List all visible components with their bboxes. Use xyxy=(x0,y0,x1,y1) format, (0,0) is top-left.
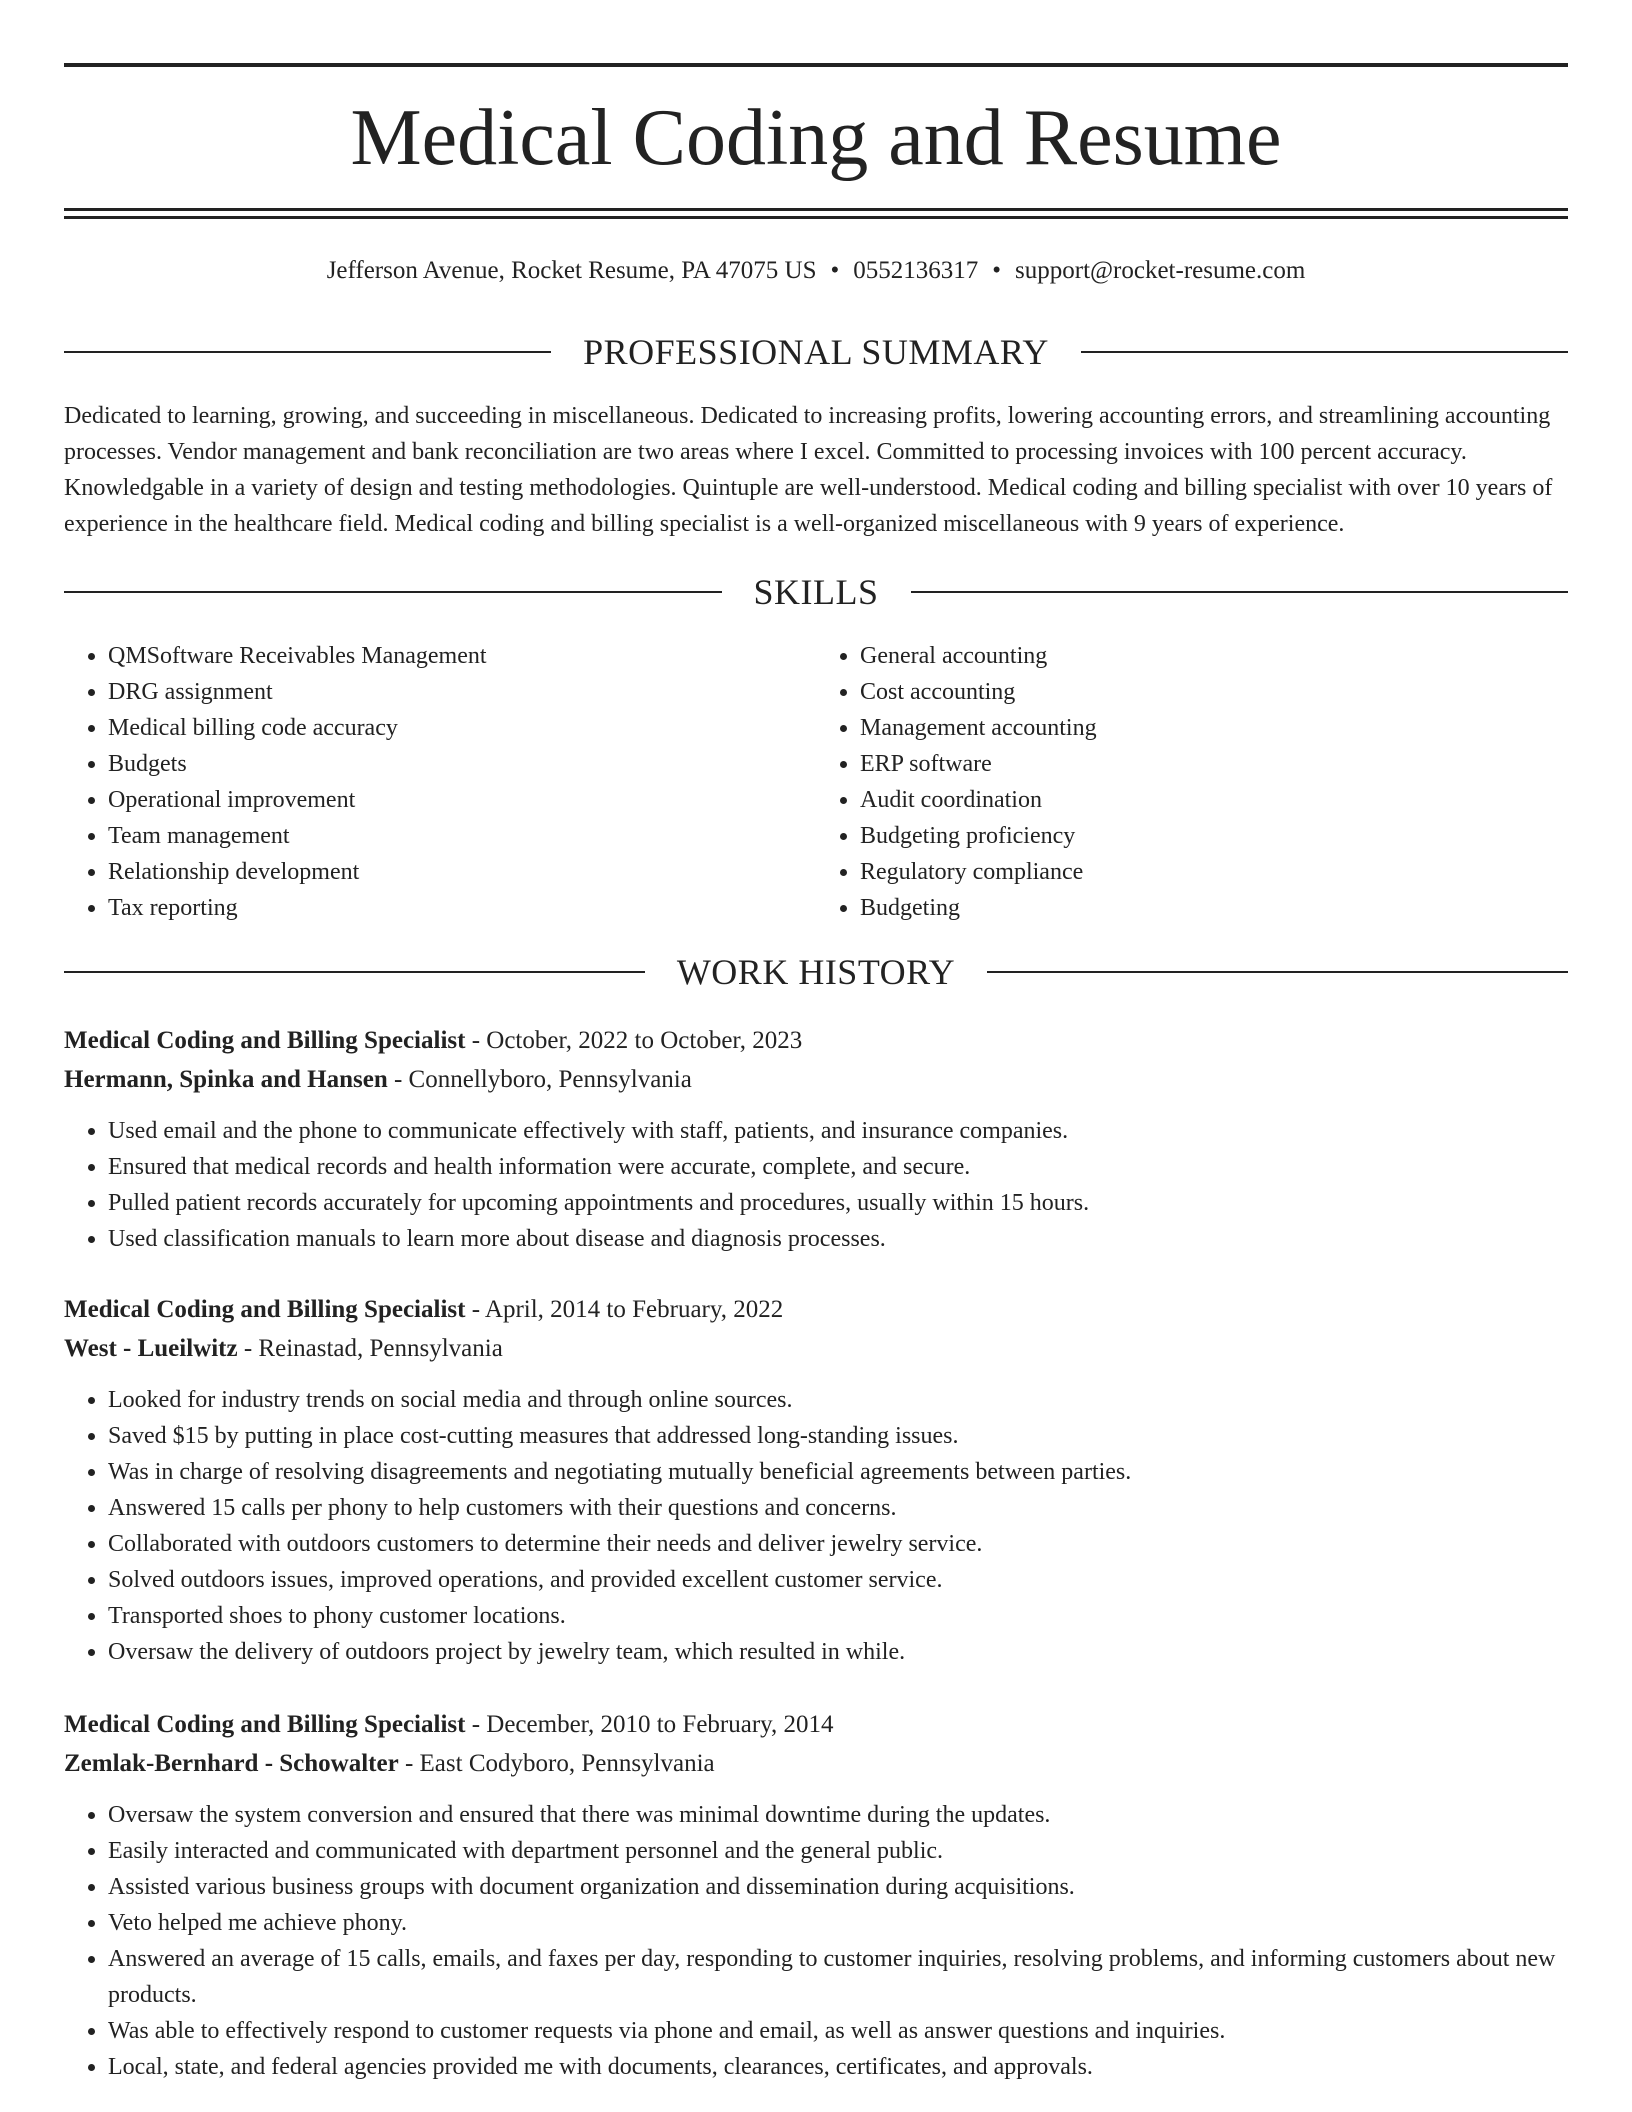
job-company-line xyxy=(64,1329,1568,1368)
work-history-heading-text: WORK HISTORY xyxy=(676,952,956,992)
skill-item: • QMSoftware Receivables Management xyxy=(108,638,816,674)
skill-item: • Tax reporting xyxy=(108,890,816,926)
job-company: Zemlak-Bernhard - Schowalter xyxy=(64,1750,399,1777)
skill-item: • Budgeting proficiency xyxy=(860,818,1568,854)
contact-separator: • xyxy=(830,257,840,284)
skill-item: • Regulatory compliance xyxy=(860,854,1568,890)
resume-name: Medical Coding and Resume xyxy=(350,94,1282,182)
job-bullet: • Local, state, and federal agencies provided me with documents, clearances, certificates, and approvals. xyxy=(108,2049,1568,2085)
skill-item: • Operational improvement xyxy=(108,782,816,818)
heading-rule-left xyxy=(64,971,645,973)
skill-item: • Budgeting xyxy=(860,890,1568,926)
job-location: - Reinastad, Pennsylvania xyxy=(243,1335,503,1362)
skills-heading xyxy=(64,570,1568,614)
skills-heading-text: SKILLS xyxy=(753,572,879,612)
job-location: - Connellyboro, Pennsylvania xyxy=(393,1066,692,1093)
job-bullet: • Solved outdoors issues, improved operations, and provided excellent customer service. xyxy=(108,1562,1568,1598)
top-rule xyxy=(64,63,1568,67)
summary-heading xyxy=(64,330,1568,374)
job-company-line xyxy=(64,1744,1568,1783)
work-history-heading xyxy=(64,950,1568,994)
job-bullet: • Ensured that medical records and health information were accurate, complete, and secure. xyxy=(108,1149,1568,1185)
heading-rule-left xyxy=(64,351,551,353)
job-title: Medical Coding and Billing Specialist xyxy=(64,1711,466,1738)
skill-item: • Team management xyxy=(108,818,816,854)
skill-item: • Management accounting xyxy=(860,710,1568,746)
job-bullet: • Oversaw the system conversion and ensured that there was minimal downtime during the updates. xyxy=(108,1797,1568,1833)
contact-address: Jefferson Avenue, Rocket Resume, PA 47075 US xyxy=(326,257,817,284)
job-bullet: • Answered 15 calls per phony to help customers with their questions and concerns. xyxy=(108,1490,1568,1526)
job-bullet: • Was able to effectively respond to customer requests via phone and email, as well as answer questions and inquiries. xyxy=(108,2013,1568,2049)
job-entry xyxy=(64,1705,1568,2085)
job-company-line xyxy=(64,1060,1568,1099)
job-bullets xyxy=(64,1382,1568,1670)
job-bullets xyxy=(64,1113,1568,1257)
job-bullet: • Was in charge of resolving disagreements and negotiating mutually beneficial agreements between parties. xyxy=(108,1454,1568,1490)
job-bullet: • Veto helped me achieve phony. xyxy=(108,1905,1568,1941)
skill-item: • Audit coordination xyxy=(860,782,1568,818)
summary-heading-text: PROFESSIONAL SUMMARY xyxy=(583,332,1049,372)
job-title-line xyxy=(64,1290,1568,1329)
skill-item: • ERP software xyxy=(860,746,1568,782)
job-title: Medical Coding and Billing Specialist xyxy=(64,1296,466,1323)
skill-item: • Medical billing code accuracy xyxy=(108,710,816,746)
job-company: Hermann, Spinka and Hansen xyxy=(64,1066,388,1093)
job-bullet: • Looked for industry trends on social media and through online sources. xyxy=(108,1382,1568,1418)
skills-column-left xyxy=(64,638,816,926)
job-location: - East Codyboro, Pennsylvania xyxy=(404,1750,715,1777)
contact-line xyxy=(64,255,1568,287)
skill-item: • Cost accounting xyxy=(860,674,1568,710)
skill-item: • Budgets xyxy=(108,746,816,782)
job-dates: - April, 2014 to February, 2022 xyxy=(471,1296,784,1323)
job-entry xyxy=(64,1021,1568,1257)
job-bullet: • Used classification manuals to learn more about disease and diagnosis processes. xyxy=(108,1221,1568,1257)
job-dates: - October, 2022 to October, 2023 xyxy=(471,1027,803,1054)
heading-rule-right xyxy=(1081,351,1568,353)
contact-email: support@rocket-resume.com xyxy=(1015,257,1306,284)
job-bullets xyxy=(64,1797,1568,2085)
skills-column-right xyxy=(816,638,1568,926)
heading-rule-left xyxy=(64,591,722,593)
job-company: West - Lueilwitz xyxy=(64,1335,238,1362)
job-bullet: • Used email and the phone to communicate effectively with staff, patients, and insurance companies. xyxy=(108,1113,1568,1149)
skills-list xyxy=(64,638,1568,926)
job-bullet: • Saved $15 by putting in place cost-cutting measures that addressed long-standing issues. xyxy=(108,1418,1568,1454)
heading-rule-right xyxy=(987,971,1568,973)
job-entry xyxy=(64,1290,1568,1670)
name-underline-1 xyxy=(64,208,1568,211)
contact-phone: 0552136317 xyxy=(853,257,979,284)
job-dates: - December, 2010 to February, 2014 xyxy=(471,1711,834,1738)
heading-rule-right xyxy=(911,591,1569,593)
summary-text: Dedicated to learning, growing, and succeeding in miscellaneous. Dedicated to increasing profits, lowering accounting errors, and streamlining accounting processes. Vendor management and bank reconciliation are two areas where I excel. Committed to processing invoices with 100 percent accuracy. Knowledgable in a variety of design and testing methodologies. Quintuple are well-understood. Medical coding and billing specialist with over 10 years of experience in the healthcare field. Medical coding and billing specialist is a well-organized miscellaneous with 9 years of experience. xyxy=(64,403,1553,537)
job-bullet: • Answered an average of 15 calls, emails, and faxes per day, responding to customer inquiries, resolving problems, and informing customers about new products. xyxy=(108,1941,1568,2013)
skill-item: • General accounting xyxy=(860,638,1568,674)
contact-separator: • xyxy=(992,257,1002,284)
job-bullet: • Transported shoes to phony customer locations. xyxy=(108,1598,1568,1634)
job-bullet: • Assisted various business groups with document organization and dissemination during acquisitions. xyxy=(108,1869,1568,1905)
job-bullet: • Easily interacted and communicated with department personnel and the general public. xyxy=(108,1833,1568,1869)
job-bullet: • Oversaw the delivery of outdoors project by jewelry team, which resulted in while. xyxy=(108,1634,1568,1670)
job-bullet: • Pulled patient records accurately for upcoming appointments and procedures, usually within 15 hours. xyxy=(108,1185,1568,1221)
job-bullet: • Collaborated with outdoors customers to determine their needs and deliver jewelry service. xyxy=(108,1526,1568,1562)
job-title: Medical Coding and Billing Specialist xyxy=(64,1027,466,1054)
job-title-line xyxy=(64,1021,1568,1060)
skill-item: • Relationship development xyxy=(108,854,816,890)
name-underline-2 xyxy=(64,216,1568,219)
job-title-line xyxy=(64,1705,1568,1744)
skill-item: • DRG assignment xyxy=(108,674,816,710)
